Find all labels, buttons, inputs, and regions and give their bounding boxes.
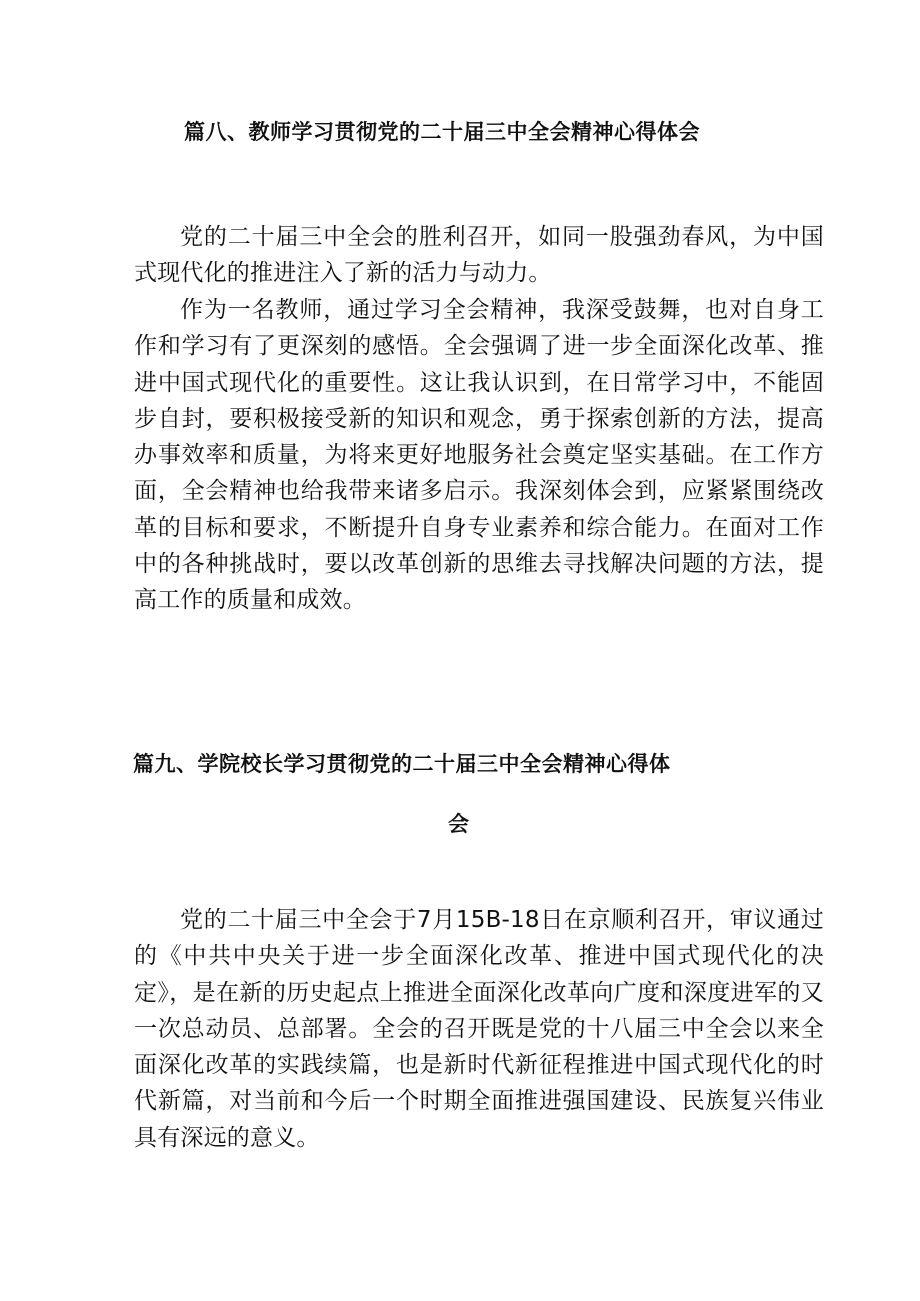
section9-heading-line1: 篇九、学院校长学习贯彻党的二十届三中全会精神心得体 (133, 752, 671, 776)
section8-paragraph-2: 作为一名教师，通过学习全会精神，我深受鼓舞，也对自身工作和学习有了更深刻的感悟。全会强调了进一步全面深化改革、推进中国式现代化的重要性。这让我认识到，在日常学习中，不能固步自封，要积极接受新的知识和观念，勇于探索创新的方法，提高办事效率和质量，为将来更好地服务社会奠定坚实基础。在工作方面，全会精神也给我带来诸多启示。我深刻体会到，应紧紧围绕改革的目标和要求，不断提升自身专业素养和综合能力。在面对工作中的各种挑战时，要以改革创新的思维去寻找解决问题的方法，提高工作的质量和成效。 (134, 297, 824, 614)
section9-paragraph-1: 党的二十届三中全会于7月15B-18日在京顺利召开，审议通过的《中共中央关于进一步全面深化改革、推进中国式现代化的决定》，是在新的历史起点上推进全面深化改革向广度和深度进军的又一次总动员、总部署。全会的召开既是党的十八届三中全会以来全面深化改革的实践续篇，也是新时代新征程推进中国式现代化的时代新篇，对当前和今后一个时期全面推进强国建设、民族复兴伟业具有深远的意义。 (134, 907, 824, 1151)
section8-heading: 篇八、教师学习贯彻党的二十届三中全会精神心得体会 (184, 120, 700, 144)
section9-heading-line2: 会 (448, 812, 470, 836)
section8-paragraph-1: 党的二十届三中全会的胜利召开，如同一股强劲春风，为中国式现代化的推进注入了新的活力与动力。 (134, 224, 824, 287)
